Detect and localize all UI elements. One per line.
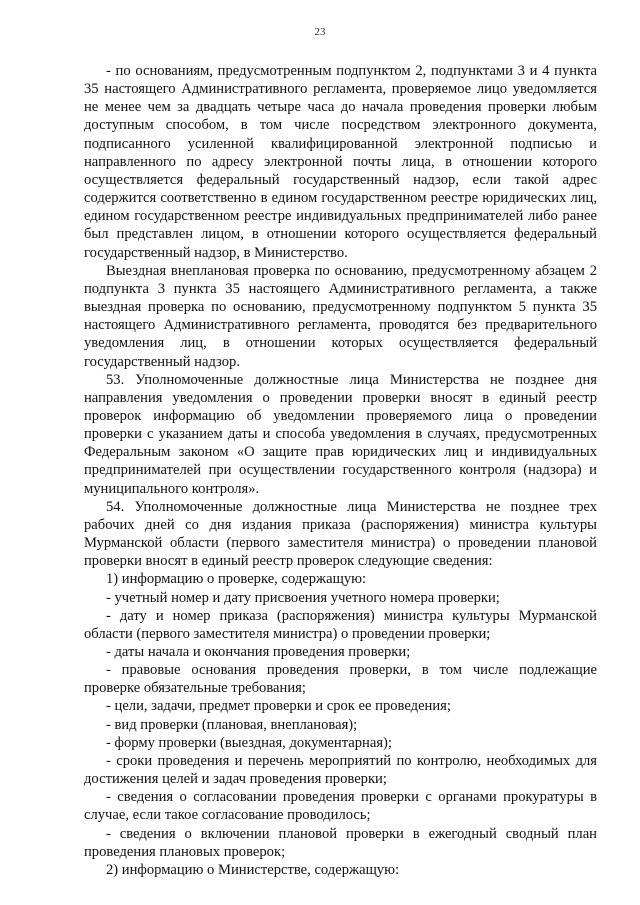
document-body [84, 62, 597, 879]
list-item: - правовые основания проведения проверки, в том числе подлежащие проверке обязательные требования; [84, 662, 597, 697]
list-item: - форму проверки (выездная, документарная); [106, 734, 392, 751]
list-item: - цели, задачи, предмет проверки и срок ее проведения; [106, 698, 451, 715]
list-item: 1) информацию о проверке, содержащую: [106, 571, 367, 588]
list-item: - учетный номер и дату присвоения учетного номера проверки; [106, 589, 500, 606]
list-item: - сроки проведения и перечень мероприятий по контролю, необходимых для достижения целей и задач проведения проверки; [84, 752, 597, 788]
page-number: 23 [314, 26, 326, 38]
list-item: - вид проверки (плановая, внеплановая); [106, 716, 358, 733]
list-item: - дату и номер приказа (распоряжения) министра культуры Мурманской области (первого заместителя министра) о проведении проверки; [84, 607, 597, 642]
paragraph: - по основаниям, предусмотренным подпунктом 2, подпунктами 3 и 4 пункта 35 настоящего Административного регламента, проверяемое лицо уведомляется не менее чем за двадцать четыре часа до начала проведения проверки любым доступным способом, в том числе посредством электронного документа, подписанного усиленной квалифицированной электронной подписью и направленного по адресу электронной почты лица, в отношении которого осуществляется федеральный государственный надзор, если такой адрес содержится соответственно в едином государственном реестре юридических лиц, едином государственном реестре индивидуальных предпринимателей либо ранее был представлен лицом, в отношении которого осуществляется федеральный государственный надзор, в Министерство. [84, 63, 597, 261]
paragraph: 53. Уполномоченные должностные лица Министерства не позднее дня направления уведомления о проведении проверки вносят в единый реестр проверок информацию об уведомлении проверяемого лица о проведении проверки с указанием даты и способа уведомления в случаях, предусмотренных Федеральным законом «О защите прав юридических лиц и индивидуальных предпринимателей при осуществлении государственного контроля (надзора) и муниципального контроля». [84, 371, 597, 497]
list-item: - сведения о согласовании проведения проверки с органами прокуратуры в случае, если такое согласование проводилось; [84, 789, 597, 824]
paragraph: Выездная внеплановая проверка по основанию, предусмотренному абзацем 2 подпункта 3 пункта 35 настоящего Административного регламента, а также выездная проверка по основанию, предусмотренному подпунктом 5 пункта 35 настоящего Административного регламента, проводятся без предварительного уведомления лиц, в отношении которых осуществляется федеральный государственный надзор. [84, 262, 597, 370]
paragraph: 54. Уполномоченные должностные лица Министерства не позднее трех рабочих дней со дня издания приказа (распоряжения) министра культуры Мурманской области (первого заместителя министра) о проведении плановой проверки вносят в единый реестр проверок следующие сведения: [84, 498, 597, 570]
list-item: 2) информацию о Министерстве, содержащую: [106, 861, 400, 878]
list-item: - даты начала и окончания проведения проверки; [106, 644, 411, 660]
list-item: - сведения о включении плановой проверки в ежегодный сводный план проведения плановых проверок; [84, 825, 597, 860]
